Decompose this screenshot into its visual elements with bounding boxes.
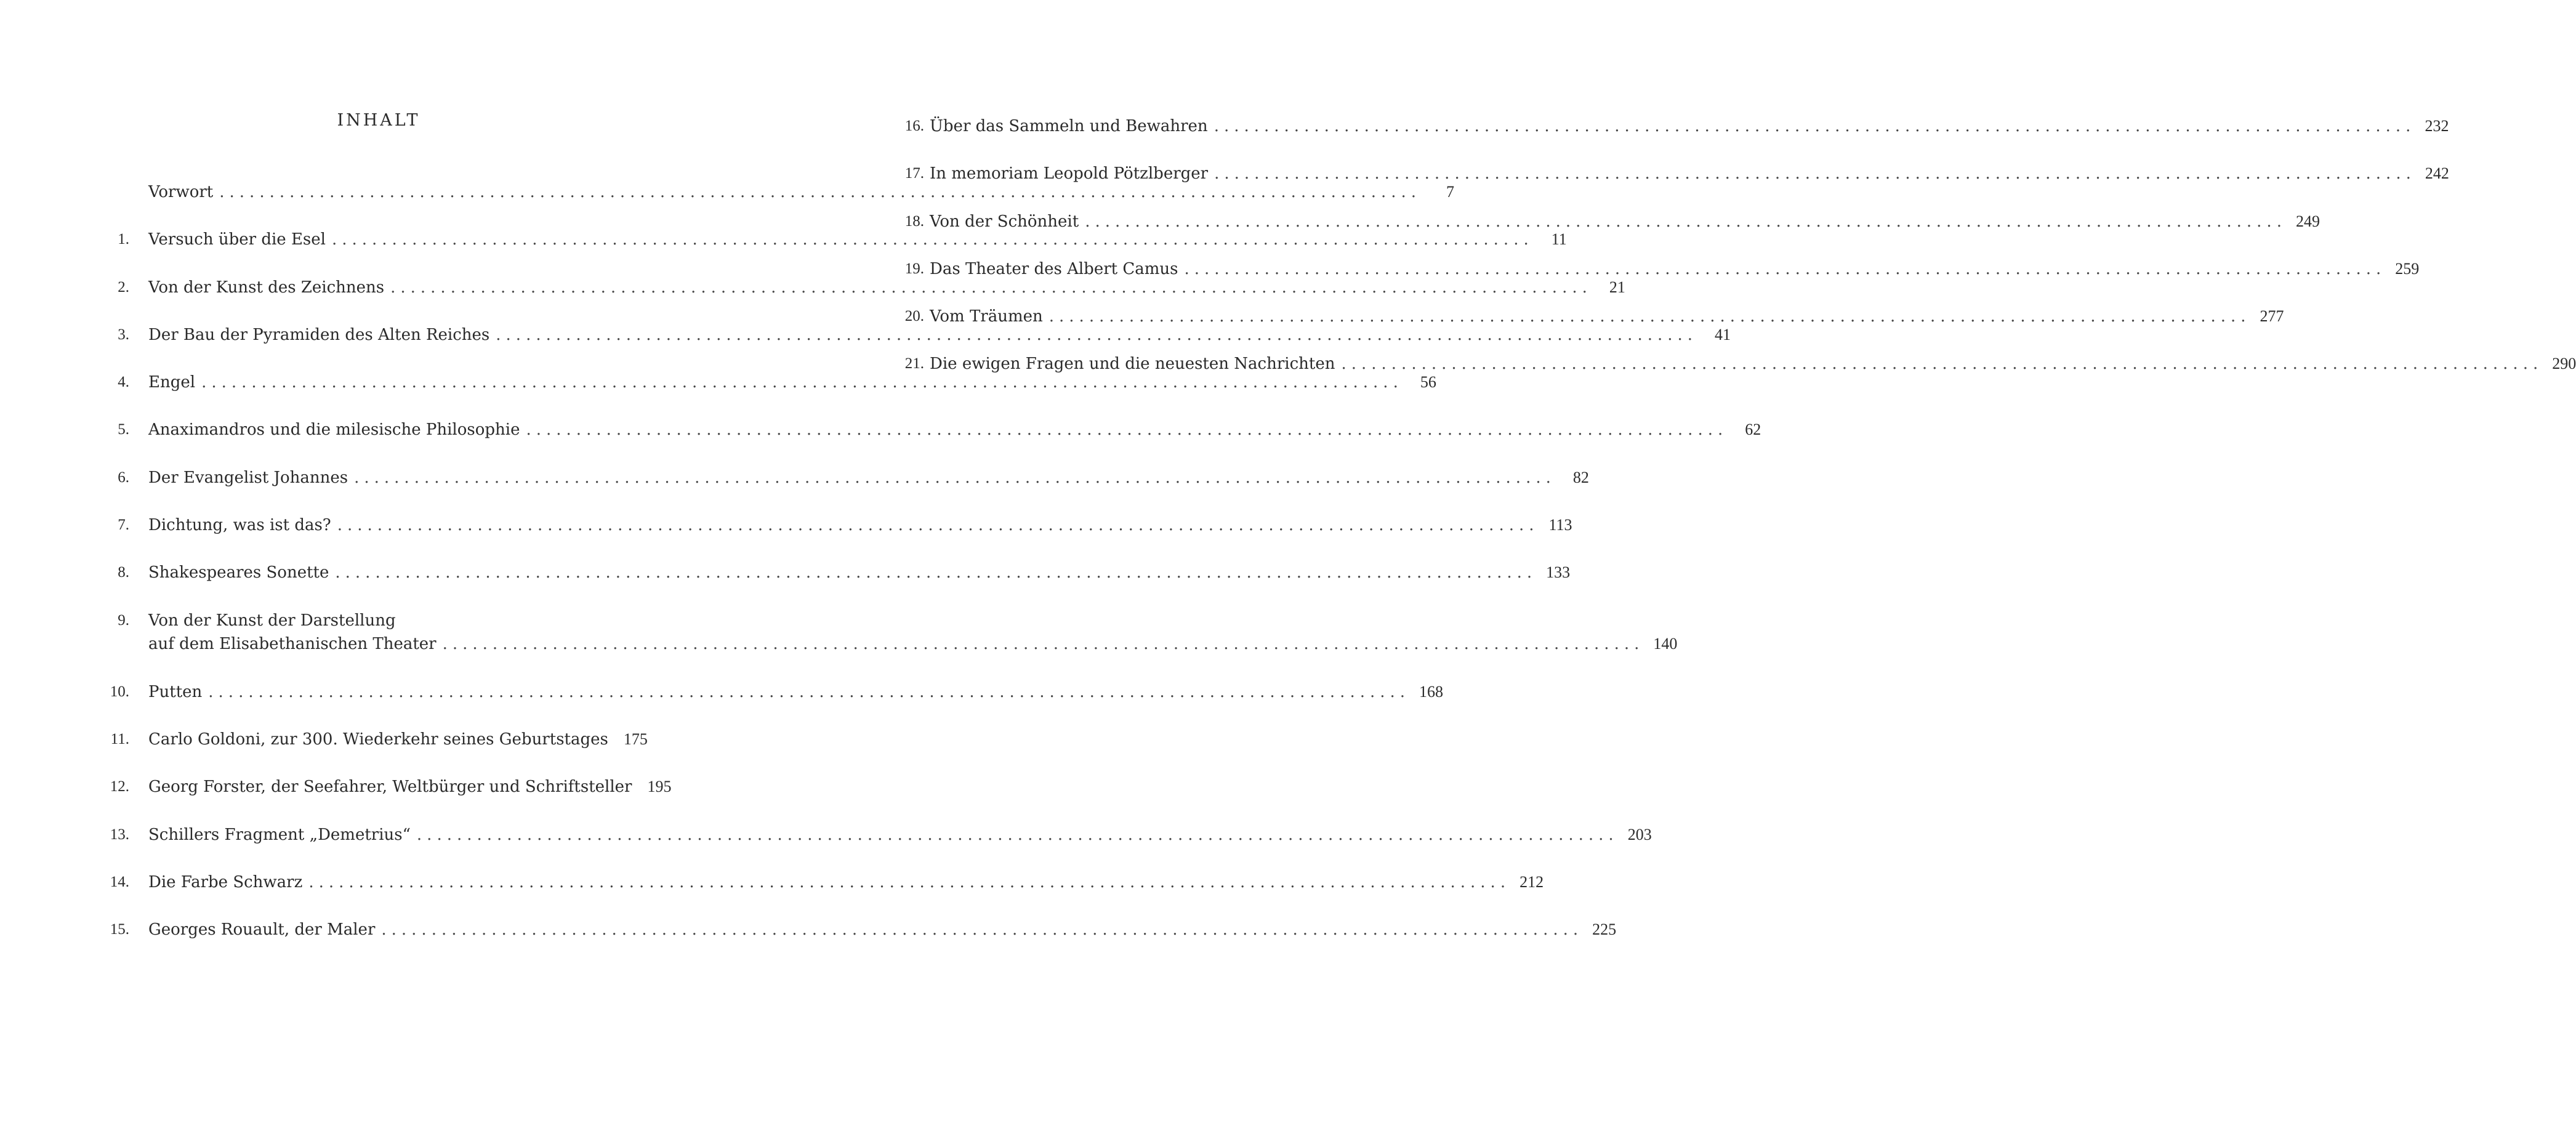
- entry-row: [148, 276, 1625, 299]
- entry-main: [930, 210, 2320, 233]
- entry-row: [148, 323, 1731, 347]
- entry-row: [148, 918, 1617, 941]
- entry-main: [148, 418, 1761, 441]
- entry-number: 15.: [110, 921, 129, 938]
- entry-row: [148, 823, 1652, 847]
- entry-title: Vorwort: [148, 183, 214, 201]
- entry-page-number: 259: [2395, 259, 2420, 278]
- entry-main: [930, 352, 2576, 376]
- entry-main: [148, 180, 1455, 204]
- entry-number: 10.: [110, 683, 129, 700]
- entry-row: [930, 115, 2449, 138]
- dot-leader: ........................................................................................................................: [1341, 355, 2543, 374]
- entry-number: 4.: [118, 374, 129, 391]
- entry-page-number: 277: [2260, 307, 2284, 326]
- entry-row: [930, 257, 2420, 281]
- entry-page-number: 21: [1609, 278, 1625, 296]
- entry-page-number: 203: [1627, 825, 1652, 843]
- entry-number: 16.: [904, 118, 924, 134]
- entry-main: [148, 680, 1444, 704]
- dot-leader: ........................................................................................................................: [1049, 307, 2251, 326]
- dot-leader: ........................................................................................................................: [526, 421, 1728, 440]
- dot-leader: ........................................................................................................................: [1184, 259, 2386, 278]
- entry-row: [930, 305, 2284, 328]
- entry-title: Der Bau der Pyramiden des Alten Reiches: [148, 325, 490, 344]
- entry-title: Engel: [148, 373, 196, 392]
- dot-leader: ........................................................................................................................: [201, 373, 1403, 392]
- entry-page-number: 11: [1551, 230, 1567, 249]
- entry-row: [148, 728, 648, 751]
- entry-row: [930, 352, 2576, 376]
- entry-title: Versuch über die Esel: [148, 230, 326, 249]
- dot-leader: ........................................................................................................................: [390, 278, 1592, 297]
- dot-leader: ........................................................................................................................: [208, 682, 1411, 701]
- entry-main: [148, 371, 1436, 394]
- entry-main: [930, 115, 2449, 138]
- entry-page-number: 290: [2552, 355, 2576, 373]
- entry-number: 7.: [118, 517, 129, 534]
- entry-title: Dichtung, was ist das?: [148, 516, 331, 535]
- entry-row: [148, 775, 672, 799]
- entry-title: Die ewigen Fragen und die neuesten Nachrichten: [930, 355, 1335, 374]
- entry-number: 11.: [110, 730, 129, 747]
- entry-page-number: 225: [1592, 920, 1617, 939]
- entry-main: [148, 918, 1617, 941]
- entry-number: 21.: [904, 355, 924, 372]
- entry-title: Schillers Fragment „Demetrius“: [148, 825, 411, 844]
- entry-page-number: 7: [1446, 183, 1455, 201]
- entry-number: 17.: [904, 165, 924, 182]
- entry-page-number: 41: [1715, 325, 1731, 344]
- entry-row: [148, 513, 1572, 537]
- entry-title: Der Evangelist Johannes: [148, 468, 348, 487]
- entry-number: 6.: [118, 469, 129, 486]
- entry-page-number: 175: [623, 730, 648, 748]
- entry-title: Über das Sammeln und Bewahren: [930, 117, 1208, 135]
- entry-title: auf dem Elisabethanischen Theater: [148, 634, 437, 653]
- dot-leader: ........................................................................................................................: [1214, 117, 2416, 135]
- dot-leader: ........................................................................................................................: [335, 563, 1537, 582]
- entry-title: Anaximandros und die milesische Philosophie: [148, 421, 520, 440]
- entry-main: [148, 466, 1589, 489]
- entry-page-number: 195: [647, 778, 672, 796]
- entry-row: [148, 371, 1436, 394]
- entry-main: [148, 513, 1572, 537]
- entry-number: 13.: [110, 826, 129, 843]
- entry-title: Georg Forster, der Seefahrer, Weltbürger und Schriftsteller: [148, 778, 632, 797]
- entry-main: [148, 823, 1652, 847]
- entry-title: Von der Kunst des Zeichnens: [148, 278, 385, 297]
- entry-page-number: 82: [1572, 468, 1589, 486]
- entry-number: 14.: [110, 873, 129, 890]
- entry-title: Von der Schönheit: [930, 212, 1079, 231]
- entry-main: [148, 871, 1544, 894]
- entry-row: [148, 609, 615, 632]
- entry-main: [148, 775, 672, 799]
- toc-title: INHALT: [337, 111, 421, 130]
- dot-leader: ........................................................................................................................: [337, 516, 1539, 535]
- entry-page-number: 140: [1653, 634, 1678, 653]
- entry-page-number: 212: [1519, 872, 1544, 891]
- entry-main: [930, 162, 2449, 185]
- entry-title: In memoriam Leopold Pötzlberger: [930, 164, 1209, 183]
- entry-number: 5.: [118, 421, 129, 438]
- entry-row: [930, 210, 2320, 233]
- dot-leader: ........................................................................................................................: [496, 325, 1698, 344]
- entry-title: Georges Rouault, der Maler: [148, 920, 376, 940]
- entry-row: [148, 180, 1455, 204]
- dot-leader: ........................................................................................................................: [442, 634, 1644, 653]
- entry-title: Shakespeares Sonette: [148, 563, 329, 582]
- entry-page-number: 56: [1420, 373, 1436, 392]
- entry-row: [930, 162, 2449, 185]
- entry-title: Das Theater des Albert Camus: [930, 259, 1178, 278]
- dot-leader: ........................................................................................................................: [219, 183, 1422, 201]
- entry-number: 20.: [904, 308, 924, 325]
- dot-leader: ........................................................................................................................: [354, 468, 1556, 487]
- entry-row: [148, 466, 1589, 489]
- entry-number: 2.: [118, 278, 129, 296]
- dot-leader: ........................................................................................................................: [308, 872, 1511, 892]
- entry-title: Die Farbe Schwarz: [148, 872, 303, 892]
- entry-number: 19.: [904, 260, 924, 277]
- entry-number: 18.: [904, 212, 924, 230]
- dot-leader: ........................................................................................................................: [1085, 212, 2287, 231]
- entry-main: [148, 609, 1678, 656]
- entry-number: 8.: [118, 564, 129, 581]
- entry-page-number: 249: [2295, 212, 2320, 230]
- entry-row: [148, 680, 1444, 704]
- dot-leader: ........................................................................................................................: [381, 920, 1584, 940]
- entry-main: [148, 228, 1567, 251]
- entry-row: [148, 871, 1544, 894]
- entry-number: 3.: [118, 326, 129, 343]
- entry-number: 12.: [110, 778, 129, 795]
- entry-row: [148, 632, 1678, 656]
- entry-row: [148, 561, 1571, 584]
- dot-leader: ........................................................................................................................: [1214, 164, 2416, 183]
- entry-title: Carlo Goldoni, zur 300. Wiederkehr seines Geburtstages: [148, 730, 608, 749]
- entry-main: [148, 323, 1731, 347]
- entry-page-number: 168: [1419, 682, 1444, 701]
- entry-row: [148, 228, 1567, 251]
- entry-main: [930, 257, 2420, 281]
- entry-main: [148, 561, 1571, 584]
- entry-main: [930, 305, 2284, 328]
- entry-main: [148, 276, 1625, 299]
- entry-title: Vom Träumen: [930, 307, 1043, 326]
- dot-leader: ........................................................................................................................: [416, 825, 1619, 844]
- dot-leader: ........................................................................................................................: [331, 230, 1534, 249]
- entry-page-number: 242: [2425, 164, 2449, 183]
- entry-number: 9.: [118, 611, 129, 629]
- entry-page-number: 232: [2425, 117, 2449, 135]
- entry-page-number: 113: [1548, 516, 1572, 534]
- entry-page-number: 133: [1546, 563, 1571, 582]
- entry-title: Von der Kunst der Darstellung: [148, 611, 396, 630]
- entry-number: 1.: [118, 231, 129, 248]
- entry-title: Putten: [148, 682, 203, 701]
- entry-row: [148, 418, 1761, 441]
- entry-page-number: 62: [1745, 421, 1761, 439]
- entry-main: [148, 728, 648, 751]
